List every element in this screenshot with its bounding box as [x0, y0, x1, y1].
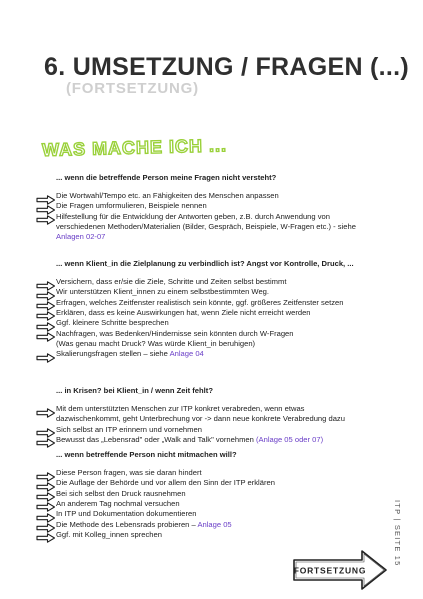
list-item-text	[56, 414, 345, 424]
appendix-link[interactable]: Anlage 04	[169, 349, 204, 359]
page-number-text: ITP | SEITE 15	[393, 500, 402, 567]
list-item-text	[56, 489, 186, 499]
list-item-line: Ggf. mit Kolleg_innen sprechen	[56, 529, 162, 539]
list-item-line: Bewusst das „Lebensrad" oder „Walk and Talk" vornehmen	[56, 434, 254, 444]
list-item-line: Hilfestellung für die Entwicklung der Antworten geben, z.B. durch Anwendung von	[56, 211, 330, 221]
appendix-link[interactable]: Anlagen 02-07	[56, 232, 106, 242]
list-item-text	[56, 520, 232, 530]
list-item-text	[56, 277, 286, 287]
page-number-vertical	[388, 500, 408, 580]
list-item-text	[56, 509, 196, 519]
list-item-line: Die Fragen umformulieren, Beispiele nennen	[56, 201, 207, 211]
list-item-line: dazwischenkommt, geht Unterbrechung vor -> dann neue konkrete Verabredung dazu	[56, 414, 345, 424]
arrow-right-icon	[36, 425, 56, 435]
list-item-line: Skalierungsfragen stellen – siehe	[56, 349, 168, 359]
list-item-text	[56, 530, 162, 540]
list-item-line: Wir unterstützen Klient_innen zu einem selbstbestimmten Weg.	[56, 287, 270, 297]
list-item-text	[56, 308, 311, 318]
arrow-right-icon	[36, 350, 56, 360]
arrow-right-icon	[36, 308, 56, 318]
list-item-text	[56, 222, 356, 232]
list-item-line: Die Methode des Lebensrads probieren –	[56, 519, 196, 529]
arrow-right-icon	[36, 298, 56, 308]
question-heading: ... wenn die betreffende Person meine Fragen nicht versteht?	[56, 173, 277, 182]
arrow-right-icon	[36, 212, 56, 222]
arrow-right-icon	[36, 192, 56, 202]
section-heading	[40, 132, 228, 162]
list-item-text	[56, 201, 207, 211]
arrow-right-icon	[36, 530, 56, 540]
list-item-text	[56, 468, 202, 478]
list-item-text	[56, 298, 343, 308]
list-item-line: verschiedenen Methoden/Materialien (Bilder, Gespräch, Beispiele, W-Fragen etc.) - siehe	[56, 221, 356, 231]
list-item-text	[56, 339, 255, 349]
arrow-right-icon	[36, 319, 56, 329]
list-item-text	[56, 349, 204, 359]
list-item-line: Sich selbst an ITP erinnern und vornehmen	[56, 424, 202, 434]
arrow-right-icon	[36, 329, 56, 339]
list-item-text	[56, 425, 202, 435]
arrow-right-icon	[36, 479, 56, 489]
section-heading-text: WAS MACHE ICH ...	[41, 135, 228, 161]
list-item-text	[56, 499, 180, 509]
list-item-line: Diese Person fragen, was sie daran hindert	[56, 468, 202, 477]
arrow-right-icon	[36, 510, 56, 520]
question-heading: ... wenn betreffende Person nicht mitmachen will?	[56, 450, 237, 459]
list-item-line: An anderem Tag nochmal versuchen	[56, 498, 180, 508]
arrow-right-icon	[36, 520, 56, 530]
list-item-line: Nachfragen, was Bedenken/Hindernisse sein könnten durch W-Fragen	[56, 328, 294, 338]
appendix-link[interactable]: Anlage 05	[197, 519, 232, 529]
continuation-badge	[290, 548, 390, 592]
list-item-text	[56, 329, 294, 339]
appendix-link[interactable]: (Anlage 05 oder 07)	[256, 434, 324, 444]
list-item-line: Mit dem unterstützten Menschen zur ITP konkret verabreden, wenn etwas	[56, 404, 305, 413]
list-item-line: Ggf. kleinere Schritte besprechen	[56, 318, 169, 328]
list-item-line: Versichern, dass er/sie die Ziele, Schritte und Zeiten selbst bestimmt	[56, 277, 287, 286]
question-heading: ... wenn Klient_in die Zielplanung zu verbindlich ist? Angst vor Kontrolle, Druck, ...	[56, 259, 354, 268]
list-item-text	[56, 404, 304, 414]
arrow-right-icon	[36, 278, 56, 288]
arrow-right-icon	[36, 202, 56, 212]
list-item-text	[56, 287, 269, 297]
list-item-text	[56, 318, 169, 328]
list-item-line: Erklären, dass es keine Auswirkungen hat, wenn Ziele nicht erreicht werden	[56, 307, 311, 317]
list-item-line: Die Wortwahl/Tempo etc. an Fähigkeiten des Menschen anpassen	[56, 191, 279, 200]
question-heading: ... in Krisen? bei Klient_in / wenn Zeit fehlt?	[56, 386, 213, 395]
arrow-right-icon	[36, 405, 56, 415]
list-item-line: (Was genau macht Druck? Was würde Klient_in beruhigen)	[56, 338, 256, 348]
list-item-line: Die Auflage der Behörde und vor allem den Sinn der ITP erklären	[56, 478, 275, 488]
list-item-text	[56, 435, 323, 445]
arrow-right-icon	[36, 288, 56, 298]
list-item-line: Bei sich selbst den Druck rausnehmen	[56, 488, 186, 498]
page-subtitle: (FORTSETZUNG)	[66, 80, 199, 97]
list-item-line: In ITP und Dokumentation dokumentieren	[56, 509, 197, 519]
list-item-text	[56, 212, 330, 222]
page-title: 6. UMSETZUNG / FRAGEN (...)	[44, 53, 410, 81]
arrow-right-icon	[36, 435, 56, 445]
arrow-right-icon	[36, 499, 56, 509]
list-item-line: Erfragen, welches Zeitfenster realistisch sein könnte, ggf. größeres Zeitfenster setzen	[56, 297, 344, 307]
list-item-text	[56, 191, 279, 201]
arrow-right-icon	[36, 489, 56, 499]
badge-text: FORTSETZUNG	[293, 565, 367, 576]
list-item-text	[56, 232, 105, 242]
list-item-text	[56, 478, 275, 488]
arrow-right-icon	[36, 469, 56, 479]
